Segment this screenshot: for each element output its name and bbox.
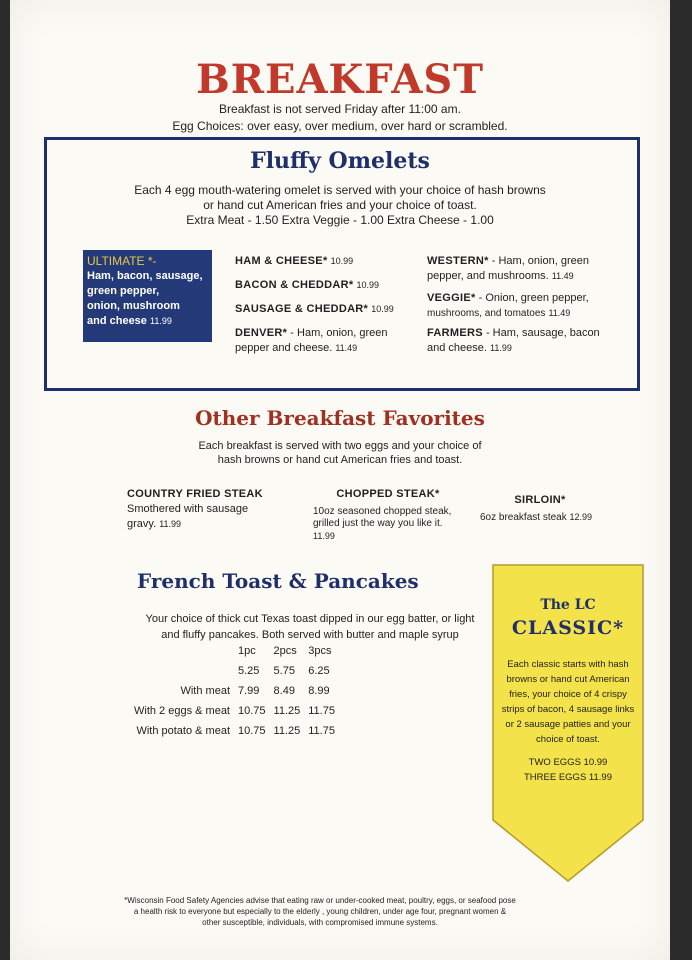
ultimate-desc-1: Ham, bacon, sausage, [87, 270, 203, 282]
col-3pcs: 3pcs [308, 645, 332, 657]
omelet-ham-cheese [235, 254, 353, 269]
favorite-sirloin [480, 493, 620, 525]
ultimate-desc-2: green pepper, [87, 285, 160, 297]
item-name: BACON & CHEDDAR* [235, 279, 354, 291]
item-desc-1: Smothered with sausage [127, 503, 249, 515]
item-price: 10.99 [356, 280, 380, 290]
omelet-sausage-cheddar [235, 302, 394, 317]
row-label [116, 661, 234, 681]
item-name: SIRLOIN* [514, 494, 566, 506]
item-name: COUNTRY FRIED STEAK [127, 488, 263, 500]
frenchtoast-desc-2: and fluffy pancakes. Both served with butter and maple syrup [161, 629, 459, 641]
omelet-bacon-cheddar [235, 278, 379, 293]
item-desc: - Ham, onion, green [488, 255, 589, 267]
price-cell: 5.25 [238, 665, 260, 677]
item-desc-2: grilled just the way you like it. [313, 518, 443, 529]
favorite-country-fried-steak [127, 487, 297, 532]
item-price: 10.99 [330, 256, 354, 266]
item-desc-2: pepper, and mushrooms. [427, 270, 549, 282]
classic-three-eggs: THREE EGGS 11.99 [524, 772, 612, 783]
page-title: BREAKFAST [195, 56, 485, 103]
classic-line-2: CLASSIC* [511, 617, 625, 639]
col-1pc: 1pc [238, 645, 256, 657]
price-cell: 7.99 [238, 685, 260, 697]
item-price: 11.99 [490, 343, 512, 353]
classic-desc-line: choice of toast. [536, 734, 600, 745]
frenchtoast-desc-1: Your choice of thick cut Texas toast dipped in our egg batter, or light [145, 613, 475, 625]
col-2pcs: 2pcs [273, 645, 297, 657]
item-desc-2: mushrooms, and tomatoes [427, 308, 546, 319]
item-price: 12.99 [569, 512, 593, 522]
price-cell: 11.25 [273, 725, 301, 737]
ultimate-omelet-card [83, 250, 212, 342]
egg-choices: Egg Choices: over easy, over medium, over hard or scrambled. [172, 119, 508, 133]
price-cell: 11.75 [308, 725, 335, 737]
item-desc: - Ham, onion, green [287, 327, 388, 339]
omelet-western [427, 254, 627, 284]
table-row [116, 701, 339, 721]
food-safety-footnote [70, 895, 570, 928]
friday-notice: Breakfast is not served Friday after 11:00 am. [219, 102, 461, 116]
ultimate-desc-3: onion, mushroom [87, 300, 180, 312]
footnote-line: *Wisconsin Food Safety Agencies advise that eating raw or under-cooked meat, poultry, eggs, or seafood pose [124, 896, 516, 905]
omelets-desc-2: or hand cut American fries and your choice of toast. [203, 198, 477, 212]
table-header-row [116, 641, 339, 661]
classic-desc-line: browns or hand cut American [506, 674, 630, 685]
item-price: 11.49 [335, 343, 358, 353]
footnote-line: a health risk to everyone but especially to the elderly , young children, under age four, pregnant women & [133, 907, 507, 916]
ultimate-name: ULTIMATE *- [87, 254, 157, 268]
favorite-chopped-steak [313, 487, 483, 543]
omelets-extras: Extra Meat - 1.50 Extra Veggie - 1.00 Extra Cheese - 1.00 [186, 213, 494, 227]
item-price: 11.99 [313, 531, 335, 541]
item-desc-2: gravy. [127, 518, 157, 530]
table-row [116, 721, 339, 741]
favorites-title: Other Breakfast Favorites [195, 406, 485, 430]
table-row [116, 681, 339, 701]
ultimate-price: 11.99 [149, 316, 172, 326]
table-row [116, 661, 339, 681]
omelet-veggie [427, 291, 637, 321]
item-price: 11.99 [159, 519, 182, 529]
omelets-title: Fluffy Omelets [250, 148, 430, 174]
item-desc-2: and cheese. [427, 342, 487, 354]
item-name: WESTERN* [427, 255, 489, 267]
item-name: VEGGIE* [427, 292, 476, 304]
omelets-desc-1: Each 4 egg mouth-watering omelet is served with your choice of hash browns [134, 183, 546, 197]
footnote-line: other susceptible, individuals, with compromised immune systems. [202, 918, 438, 927]
favorites-desc-1: Each breakfast is served with two eggs and your choice of [198, 440, 482, 452]
price-cell: 10.75 [238, 705, 266, 717]
row-label: With meat [180, 685, 230, 697]
classic-two-eggs: TWO EGGS 10.99 [528, 757, 608, 768]
item-desc: - Ham, sausage, bacon [482, 327, 600, 339]
item-name: FARMERS [427, 327, 483, 339]
row-label: With potato & meat [136, 725, 230, 737]
classic-desc-line: Each classic starts with hash [507, 659, 629, 670]
classic-desc-line: fries, your choice of 4 crispy [509, 689, 627, 700]
frenchtoast-price-table [116, 641, 339, 741]
price-cell: 8.99 [308, 685, 330, 697]
item-desc: - Onion, green pepper, [475, 292, 589, 304]
row-label: With 2 eggs & meat [134, 705, 230, 717]
item-price: 11.49 [551, 271, 574, 281]
classic-description [492, 657, 644, 747]
item-name: SAUSAGE & CHEDDAR* [235, 303, 369, 315]
price-cell: 10.75 [238, 725, 266, 737]
price-cell: 5.75 [273, 665, 295, 677]
item-name: CHOPPED STEAK* [336, 488, 440, 500]
item-desc-1: 6oz breakfast steak [480, 512, 567, 523]
item-desc-1: 10oz seasoned chopped steak, [313, 506, 452, 517]
omelet-farmers [427, 326, 627, 356]
price-cell: 11.75 [308, 705, 335, 717]
price-cell: 6.25 [308, 665, 330, 677]
menu-page [10, 0, 670, 960]
classic-line-1: The LC [540, 597, 596, 613]
price-cell: 8.49 [273, 685, 295, 697]
item-name: HAM & CHEESE* [235, 255, 328, 267]
omelet-denver [235, 326, 415, 356]
item-price: 11.49 [548, 308, 571, 318]
frenchtoast-title: French Toast & Pancakes [137, 569, 419, 593]
favorites-desc-2: hash browns or hand cut American fries and toast. [217, 454, 463, 466]
item-name: DENVER* [235, 327, 288, 339]
item-desc-2: pepper and cheese. [235, 342, 333, 354]
item-price: 10.99 [371, 304, 394, 314]
classic-desc-line: or 2 sausage patties and your [505, 719, 631, 730]
ultimate-desc-4: and cheese [87, 315, 147, 327]
price-cell: 11.25 [273, 705, 301, 717]
lc-classic-banner [492, 564, 644, 882]
frenchtoast-desc [90, 611, 530, 643]
classic-desc-line: strips of bacon, 4 sausage links [501, 704, 635, 715]
classic-prices [492, 755, 644, 785]
